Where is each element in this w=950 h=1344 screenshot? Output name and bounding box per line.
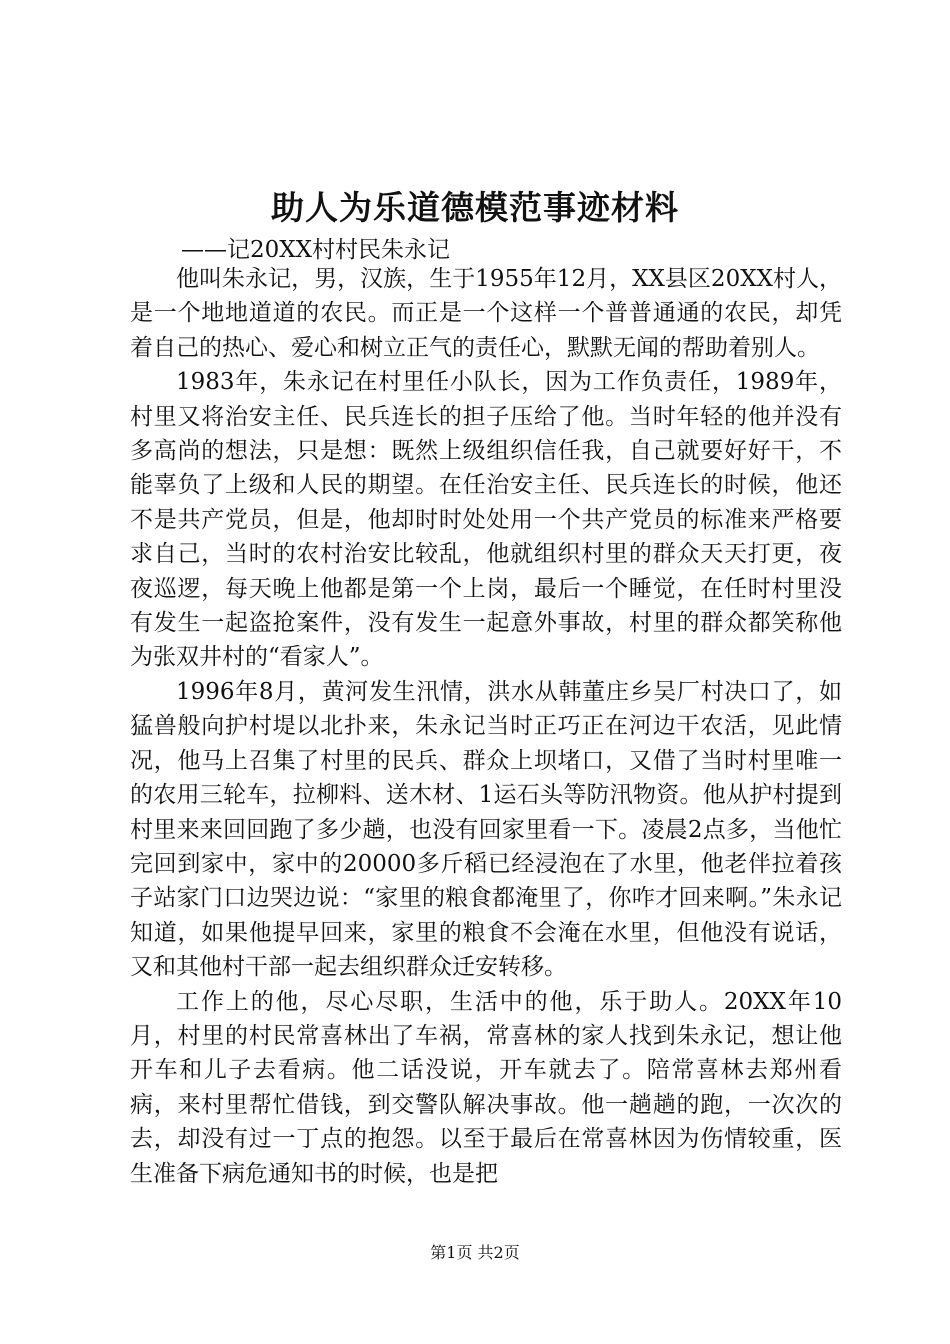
page-number-footer: 第1页 共2页	[430, 1243, 520, 1262]
paragraph: 1983年，朱永记在村里任小队长，因为工作负责任，1989年，村里又将治安主任、民兵连长的担子压给了他。当时年轻的他并没有多高尚的想法，只是想：既然上级组织信任我，自己就要好好干，不能辜负了上级和人民的期望。在任治安主任、民兵连长的时候，他还不是共产党员，但是，他却时时处处用一个共产党员的标准来严格要求自己，当时的农村治安比较乱，他就组织村里的群众天天打更，夜夜巡逻，每天晚上他都是第一个上岗，最后一个睡觉，在任时村里没有发生一起盗抢案件，没有发生一起意外事故，村里的群众都笑称他为张双井村的“看家人”。	[130, 369, 842, 671]
document-title: 助人为乐道德模范事迹材料	[271, 188, 679, 227]
document-subtitle: ——记20XX村村民朱永记	[181, 237, 451, 263]
paragraph: 他叫朱永记，男，汉族，生于1955年12月，XX县区20XX村人，是一个地地道道的农民。而正是一个这样一个普普通通的农民，却凭着自己的热心、爱心和树立正气的责任心，默默无闻的帮助着别人。	[130, 266, 842, 361]
document-body	[130, 262, 842, 1191]
paragraph: 工作上的他，尽心尽职，生活中的他，乐于助人。20XX年10月，村里的村民常喜林出了车祸，常喜林的家人找到朱永记，想让他开车和儿子去看病。他二话没说，开车就去了。陪常喜林去郑州看病，来村里帮忙借钱，到交警队解决事故。他一趟趟的跑，一次次的去，却没有过一丁点的抱怨。以至于最后在常喜林因为伤情较重，医生准备下病危通知书的时候，也是把	[130, 988, 842, 1187]
paragraph: 1996年8月，黄河发生汛情，洪水从韩董庄乡吴厂村决口了，如猛兽般向护村堤以北扑来，朱永记当时正巧正在河边干农活，见此情况，他马上召集了村里的民兵、群众上坝堵口，又借了当时村里唯一的农用三轮车，拉柳料、送木材、1运石头等防汛物资。他从护村提到村里来来回回跑了多少趟，也没有回家里看一下。凌晨2点多，当他忙完回到家中，家中的20000多斤稻已经浸泡在了水里，他老伴拉着孩子站家门口边哭边说：“家里的粮食都淹里了，你咋才回来啊。”朱永记知道，如果他提早回来，家里的粮食不会淹在水里，但他没有说话，又和其他村干部一起去组织群众迁安转移。	[130, 678, 842, 981]
